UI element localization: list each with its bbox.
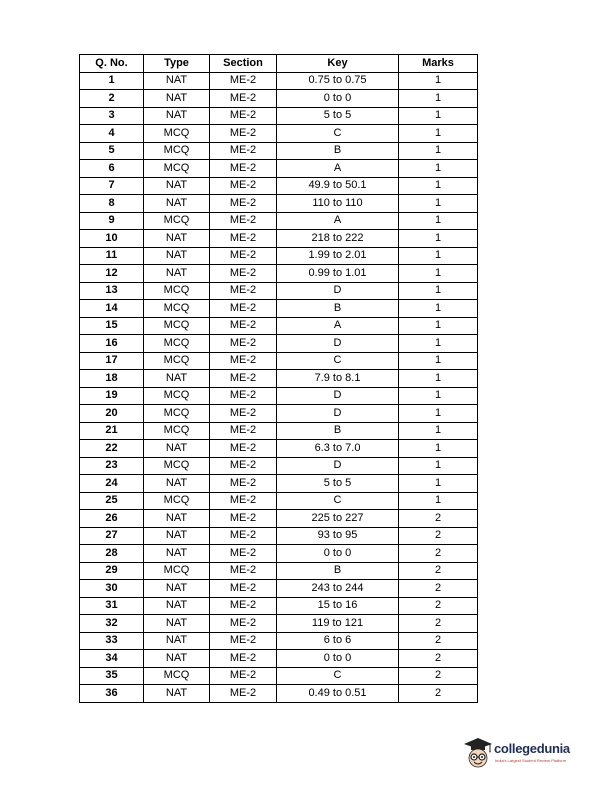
cell-marks: 1	[399, 247, 478, 265]
cell-qno: 7	[80, 177, 144, 195]
table-row	[80, 72, 478, 90]
cell-marks: 1	[399, 387, 478, 405]
cell-section: ME-2	[210, 440, 277, 458]
table-row	[80, 562, 478, 580]
cell-key: B	[277, 422, 399, 440]
table-row	[80, 177, 478, 195]
table-row	[80, 457, 478, 475]
cell-section: ME-2	[210, 422, 277, 440]
cell-marks: 2	[399, 597, 478, 615]
cell-type: MCQ	[144, 457, 210, 475]
cell-qno: 25	[80, 492, 144, 510]
cell-type: NAT	[144, 72, 210, 90]
table-row	[80, 492, 478, 510]
cell-qno: 36	[80, 685, 144, 703]
logo-tagline: India's Largest Student Review Platform	[495, 758, 567, 763]
cell-marks: 1	[399, 475, 478, 493]
cell-type: NAT	[144, 107, 210, 125]
cell-type: MCQ	[144, 142, 210, 160]
cell-marks: 2	[399, 685, 478, 703]
cell-type: MCQ	[144, 282, 210, 300]
cell-key: 119 to 121	[277, 615, 399, 633]
cell-key: 243 to 244	[277, 580, 399, 598]
cell-key: A	[277, 160, 399, 178]
cell-type: NAT	[144, 650, 210, 668]
cell-type: MCQ	[144, 160, 210, 178]
cell-qno: 24	[80, 475, 144, 493]
cell-section: ME-2	[210, 615, 277, 633]
cell-qno: 20	[80, 405, 144, 423]
cell-qno: 29	[80, 562, 144, 580]
table-row	[80, 282, 478, 300]
table-row	[80, 247, 478, 265]
cell-marks: 1	[399, 142, 478, 160]
header-type: Type	[144, 55, 210, 73]
cell-key: 1.99 to 2.01	[277, 247, 399, 265]
cell-section: ME-2	[210, 632, 277, 650]
cell-marks: 1	[399, 230, 478, 248]
cell-key: 0.75 to 0.75	[277, 72, 399, 90]
cell-key: 0 to 0	[277, 90, 399, 108]
cell-marks: 1	[399, 457, 478, 475]
cell-key: 110 to 110	[277, 195, 399, 213]
cell-marks: 1	[399, 317, 478, 335]
cell-key: 5 to 5	[277, 475, 399, 493]
table-row	[80, 422, 478, 440]
cell-section: ME-2	[210, 317, 277, 335]
cell-section: ME-2	[210, 650, 277, 668]
table-row	[80, 510, 478, 528]
table-row	[80, 160, 478, 178]
cell-marks: 1	[399, 422, 478, 440]
cell-key: 5 to 5	[277, 107, 399, 125]
cell-marks: 1	[399, 107, 478, 125]
cell-qno: 28	[80, 545, 144, 563]
cell-type: MCQ	[144, 300, 210, 318]
cell-qno: 32	[80, 615, 144, 633]
table-row	[80, 527, 478, 545]
table-row	[80, 580, 478, 598]
cell-type: NAT	[144, 90, 210, 108]
table-row	[80, 685, 478, 703]
table-row	[80, 650, 478, 668]
table-row	[80, 352, 478, 370]
cell-type: MCQ	[144, 405, 210, 423]
table-row	[80, 632, 478, 650]
cell-qno: 17	[80, 352, 144, 370]
cell-key: D	[277, 387, 399, 405]
cell-type: MCQ	[144, 492, 210, 510]
cell-qno: 5	[80, 142, 144, 160]
cell-qno: 27	[80, 527, 144, 545]
table-row	[80, 370, 478, 388]
cell-section: ME-2	[210, 685, 277, 703]
table-row	[80, 300, 478, 318]
cell-type: NAT	[144, 685, 210, 703]
table-row	[80, 317, 478, 335]
cell-section: ME-2	[210, 125, 277, 143]
cell-qno: 4	[80, 125, 144, 143]
table-row	[80, 230, 478, 248]
cell-marks: 1	[399, 177, 478, 195]
cell-marks: 2	[399, 632, 478, 650]
cell-marks: 1	[399, 212, 478, 230]
table-row	[80, 90, 478, 108]
cell-type: NAT	[144, 247, 210, 265]
cell-marks: 1	[399, 335, 478, 353]
cell-section: ME-2	[210, 247, 277, 265]
cell-marks: 2	[399, 527, 478, 545]
collegedunia-logo	[463, 736, 593, 770]
cell-key: 0 to 0	[277, 545, 399, 563]
cell-type: NAT	[144, 580, 210, 598]
cell-marks: 1	[399, 160, 478, 178]
cell-type: MCQ	[144, 212, 210, 230]
table-row	[80, 335, 478, 353]
cell-key: C	[277, 125, 399, 143]
cell-section: ME-2	[210, 667, 277, 685]
cell-marks: 2	[399, 545, 478, 563]
header-marks: Marks	[399, 55, 478, 73]
cell-section: ME-2	[210, 545, 277, 563]
cell-qno: 15	[80, 317, 144, 335]
cell-qno: 35	[80, 667, 144, 685]
cell-type: NAT	[144, 545, 210, 563]
cell-type: NAT	[144, 632, 210, 650]
header-key: Key	[277, 55, 399, 73]
answer-key-table	[79, 54, 478, 703]
cell-marks: 2	[399, 510, 478, 528]
cell-marks: 2	[399, 667, 478, 685]
cell-marks: 1	[399, 282, 478, 300]
cell-section: ME-2	[210, 387, 277, 405]
cell-section: ME-2	[210, 107, 277, 125]
cell-section: ME-2	[210, 597, 277, 615]
cell-marks: 1	[399, 265, 478, 283]
cell-qno: 8	[80, 195, 144, 213]
cell-marks: 1	[399, 352, 478, 370]
cell-qno: 19	[80, 387, 144, 405]
cell-type: NAT	[144, 527, 210, 545]
cell-marks: 1	[399, 90, 478, 108]
cell-key: 15 to 16	[277, 597, 399, 615]
cell-section: ME-2	[210, 335, 277, 353]
cell-marks: 1	[399, 125, 478, 143]
cell-key: A	[277, 317, 399, 335]
table-row	[80, 615, 478, 633]
cell-marks: 2	[399, 580, 478, 598]
cell-qno: 2	[80, 90, 144, 108]
cell-qno: 21	[80, 422, 144, 440]
cell-section: ME-2	[210, 265, 277, 283]
cell-key: 0.49 to 0.51	[277, 685, 399, 703]
cell-section: ME-2	[210, 177, 277, 195]
cell-key: D	[277, 282, 399, 300]
cell-section: ME-2	[210, 212, 277, 230]
table-header	[80, 55, 478, 73]
cell-section: ME-2	[210, 72, 277, 90]
cell-section: ME-2	[210, 142, 277, 160]
cell-type: MCQ	[144, 422, 210, 440]
cell-qno: 30	[80, 580, 144, 598]
cell-type: NAT	[144, 475, 210, 493]
cell-qno: 34	[80, 650, 144, 668]
cell-key: C	[277, 352, 399, 370]
cell-section: ME-2	[210, 300, 277, 318]
logo-wordmark: collegedunia	[494, 741, 570, 756]
cell-qno: 13	[80, 282, 144, 300]
cell-type: NAT	[144, 510, 210, 528]
table-row	[80, 107, 478, 125]
table-row	[80, 405, 478, 423]
header-row	[80, 55, 478, 73]
cell-qno: 14	[80, 300, 144, 318]
cell-marks: 1	[399, 492, 478, 510]
cell-marks: 1	[399, 72, 478, 90]
cell-marks: 1	[399, 370, 478, 388]
cell-qno: 18	[80, 370, 144, 388]
header-section: Section	[210, 55, 277, 73]
header-qno: Q. No.	[80, 55, 144, 73]
cell-type: MCQ	[144, 352, 210, 370]
cell-qno: 1	[80, 72, 144, 90]
cell-section: ME-2	[210, 352, 277, 370]
cell-section: ME-2	[210, 405, 277, 423]
table-row	[80, 667, 478, 685]
cell-qno: 26	[80, 510, 144, 528]
cell-section: ME-2	[210, 457, 277, 475]
table-row	[80, 212, 478, 230]
cell-marks: 2	[399, 562, 478, 580]
cell-section: ME-2	[210, 230, 277, 248]
cell-marks: 2	[399, 650, 478, 668]
cell-type: MCQ	[144, 387, 210, 405]
cell-qno: 3	[80, 107, 144, 125]
cell-section: ME-2	[210, 527, 277, 545]
cell-type: MCQ	[144, 667, 210, 685]
table-row	[80, 142, 478, 160]
cell-key: B	[277, 142, 399, 160]
cell-key: C	[277, 492, 399, 510]
cell-section: ME-2	[210, 370, 277, 388]
cell-type: MCQ	[144, 562, 210, 580]
cell-type: NAT	[144, 265, 210, 283]
cell-key: C	[277, 667, 399, 685]
cell-type: MCQ	[144, 335, 210, 353]
cell-type: NAT	[144, 230, 210, 248]
table-row	[80, 387, 478, 405]
cell-section: ME-2	[210, 160, 277, 178]
cell-key: 0.99 to 1.01	[277, 265, 399, 283]
cell-key: 0 to 0	[277, 650, 399, 668]
cell-qno: 12	[80, 265, 144, 283]
cell-marks: 1	[399, 405, 478, 423]
cell-key: 225 to 227	[277, 510, 399, 528]
cell-type: NAT	[144, 370, 210, 388]
cell-key: 93 to 95	[277, 527, 399, 545]
cell-key: 49.9 to 50.1	[277, 177, 399, 195]
cell-section: ME-2	[210, 580, 277, 598]
cell-type: MCQ	[144, 125, 210, 143]
cell-qno: 16	[80, 335, 144, 353]
cell-marks: 1	[399, 440, 478, 458]
cell-qno: 6	[80, 160, 144, 178]
table-row	[80, 440, 478, 458]
cell-key: D	[277, 335, 399, 353]
table-row	[80, 195, 478, 213]
cell-qno: 31	[80, 597, 144, 615]
cell-section: ME-2	[210, 562, 277, 580]
table-row	[80, 597, 478, 615]
cell-type: NAT	[144, 597, 210, 615]
table-row	[80, 475, 478, 493]
student-mascot-icon	[463, 736, 493, 770]
cell-section: ME-2	[210, 510, 277, 528]
cell-key: B	[277, 562, 399, 580]
cell-section: ME-2	[210, 195, 277, 213]
cell-type: MCQ	[144, 317, 210, 335]
cell-key: A	[277, 212, 399, 230]
cell-key: D	[277, 457, 399, 475]
cell-section: ME-2	[210, 90, 277, 108]
cell-qno: 22	[80, 440, 144, 458]
cell-type: NAT	[144, 615, 210, 633]
cell-section: ME-2	[210, 282, 277, 300]
cell-qno: 9	[80, 212, 144, 230]
cell-section: ME-2	[210, 492, 277, 510]
cell-key: 6.3 to 7.0	[277, 440, 399, 458]
cell-qno: 11	[80, 247, 144, 265]
cell-key: B	[277, 300, 399, 318]
cell-key: D	[277, 405, 399, 423]
cell-qno: 23	[80, 457, 144, 475]
cell-marks: 2	[399, 615, 478, 633]
cell-marks: 1	[399, 195, 478, 213]
cell-type: NAT	[144, 177, 210, 195]
cell-qno: 33	[80, 632, 144, 650]
table-row	[80, 265, 478, 283]
table-body	[80, 72, 478, 702]
cell-type: NAT	[144, 440, 210, 458]
cell-qno: 10	[80, 230, 144, 248]
table-row	[80, 545, 478, 563]
cell-type: NAT	[144, 195, 210, 213]
cell-key: 218 to 222	[277, 230, 399, 248]
table-row	[80, 125, 478, 143]
cell-key: 6 to 6	[277, 632, 399, 650]
cell-key: 7.9 to 8.1	[277, 370, 399, 388]
cell-section: ME-2	[210, 475, 277, 493]
cell-marks: 1	[399, 300, 478, 318]
